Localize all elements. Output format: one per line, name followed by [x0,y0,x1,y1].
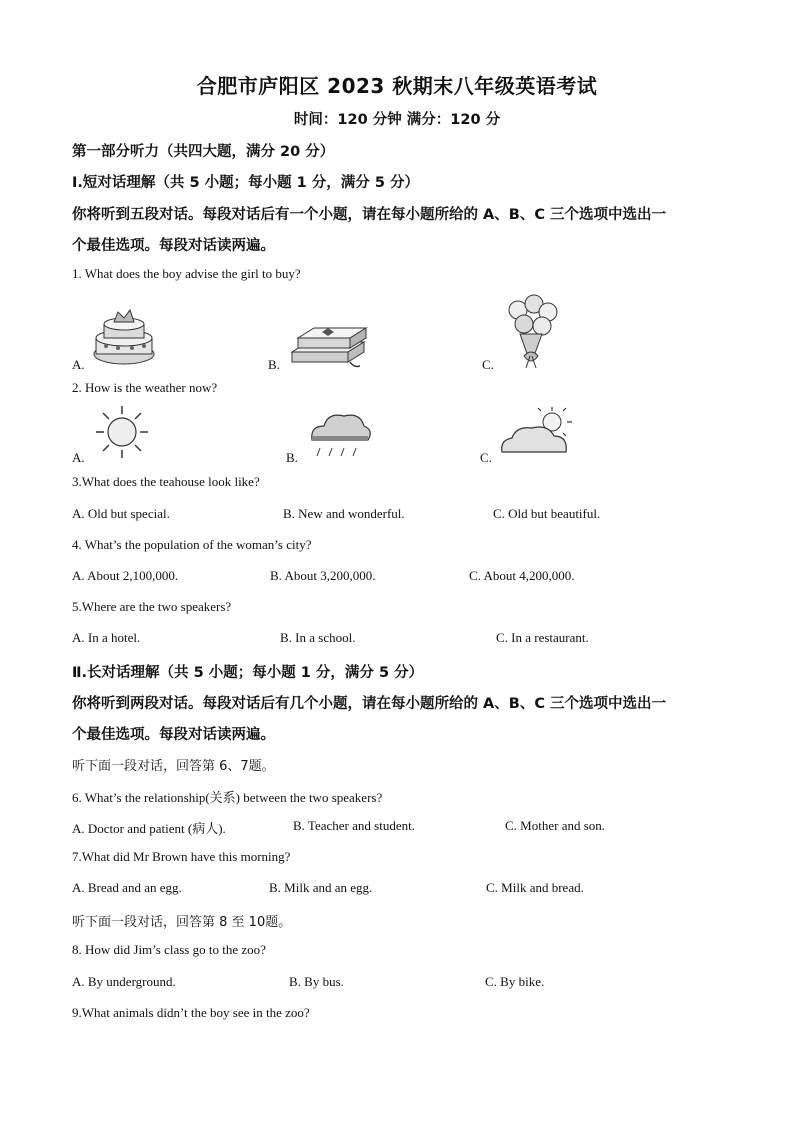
question-5-option-a: A. In a hotel. [72,630,141,645]
exam-time-score: 时间：120 分钟 满分：120 分 [293,112,501,128]
question-6-option-b: B. Teacher and student. [293,818,415,833]
question-3-text: 3.What does the teahouse look like? [72,474,260,489]
sun-icon [94,404,150,460]
section2-heading: Ⅱ.长对话理解（共 5 小题；每小题 1 分，满分 5 分） [72,665,424,681]
section1-heading: Ⅰ.短对话理解（共 5 小题；每小题 1 分，满分 5 分） [72,175,419,191]
question-4-option-a: A. About 2,100,000. [72,568,179,583]
question-4-option-c: C. About 4,200,000. [469,568,575,583]
question-2-option-c: C. [480,450,492,465]
question-8-option-b: B. By bus. [289,974,344,989]
section2-instruction-line2: 个最佳选项。每段对话读两遍。 [72,727,275,743]
rain-cloud-icon [304,406,374,464]
dialogue-note-8-10: 听下面一段对话，回答第 8 至 10题。 [72,915,292,930]
question-8-option-c: C. By bike. [485,974,545,989]
question-4-text: 4. What’s the population of the woman’s city? [72,537,312,552]
question-3-option-a: A. Old but special. [72,506,170,521]
question-6-text: 6. What’s the relationship(关系) between the two speakers? [72,790,383,805]
question-6-option-c: C. Mother and son. [505,818,606,833]
dialogue-note-6-7: 听下面一段对话，回答第 6、7题。 [72,759,275,774]
question-2-option-b: B. [286,450,298,465]
question-7-option-c: C. Milk and bread. [486,880,584,895]
part1-heading: 第一部分听力（共四大题，满分 20 分） [72,144,335,160]
question-2-option-a: A. [72,450,85,465]
question-7-option-b: B. Milk and an egg. [269,880,373,895]
question-5-option-c: C. In a restaurant. [496,630,589,645]
question-5-text: 5.Where are the two speakers? [72,599,232,614]
question-8-option-a: A. By underground. [72,974,176,989]
question-7-text: 7.What did Mr Brown have this morning? [72,849,291,864]
question-3-option-c: C. Old but beautiful. [493,506,601,521]
question-9-text: 9.What animals didn’t the boy see in the zoo? [72,1005,310,1020]
cloud-sun-icon [498,406,576,460]
question-1-option-a: A. [72,357,85,372]
page-title: 合肥市庐阳区 2023 秋期末八年级英语考试 [196,74,598,98]
section1-instruction-line2: 个最佳选项。每段对话读两遍。 [72,238,275,254]
question-1-option-c: C. [482,357,494,372]
question-7-option-a: A. Bread and an egg. [72,880,182,895]
section1-instruction-line1: 你将听到五段对话。每段对话后有一个小题，请在每小题所给的 A、B、C 三个选项中选出一 [72,207,667,223]
question-1-option-b: B. [268,357,280,372]
question-5-option-b: B. In a school. [280,630,356,645]
flowers-icon [500,294,562,370]
question-1-text: 1. What does the boy advise the girl to buy? [72,266,301,281]
question-3-option-b: B. New and wonderful. [283,506,405,521]
section2-instruction-line1: 你将听到两段对话。每段对话后有几个小题，请在每小题所给的 A、B、C 三个选项中选出一 [72,696,667,712]
question-8-text: 8. How did Jim’s class go to the zoo? [72,942,266,957]
question-2-text: 2. How is the weather now? [72,380,218,395]
cake-icon [90,304,158,368]
question-4-option-b: B. About 3,200,000. [270,568,376,583]
books-icon [288,318,372,368]
question-6-option-a: A. Doctor and patient (病人). [72,821,226,836]
